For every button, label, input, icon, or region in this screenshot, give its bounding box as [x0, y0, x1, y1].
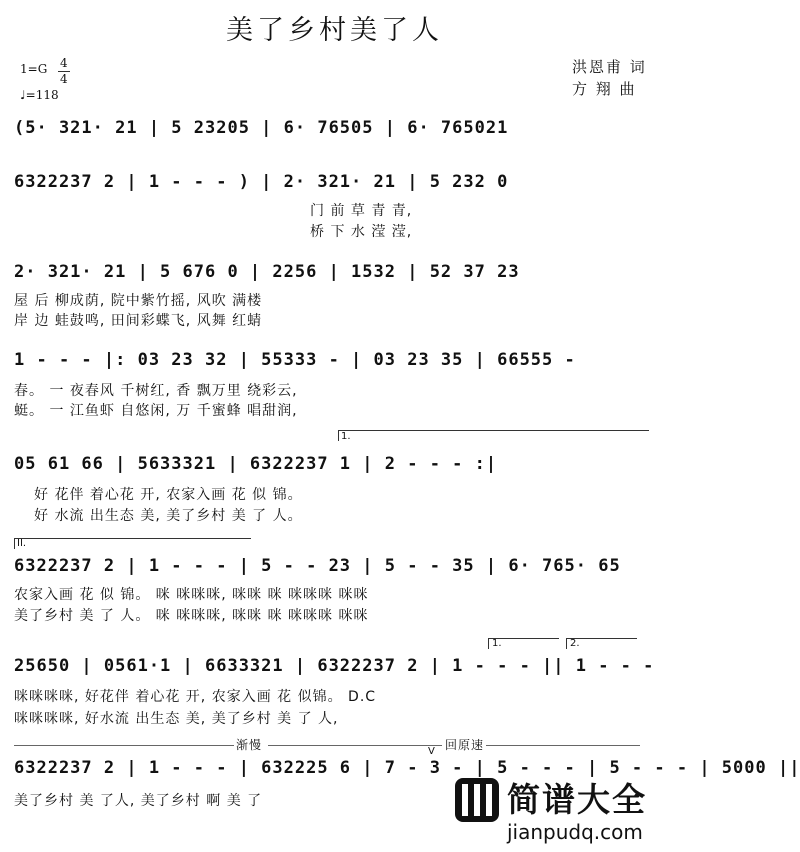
- volta-second-label: II.: [17, 538, 27, 549]
- volta-second-ending: [14, 538, 251, 549]
- score-row-8-lyric-1: 美了乡村 美 了人, 美了乡村 啊 美 了: [14, 793, 263, 809]
- score-row-3-lyric-1: 屋 后 柳成荫, 院中紫竹摇, 风吹 满楼: [14, 293, 263, 309]
- score-row-6-lyric-1: 农家入画 花 似 锦。 咪 咪咪咪, 咪咪 咪 咪咪咪 咪咪: [14, 587, 369, 603]
- fermata-mark: V: [428, 746, 435, 757]
- score-row-4-lyric-1: 春。 一 夜春风 千树红, 香 飘万里 绕彩云,: [14, 383, 298, 399]
- score-row-3-lyric-2: 岸 边 蛙鼓鸣, 田间彩蝶飞, 风舞 红蜻: [14, 313, 263, 329]
- score-row-2-lyric-1: 门 前 草 青 青,: [310, 203, 413, 219]
- composer-credit: 方 翔 曲: [572, 80, 637, 98]
- watermark-url: jianpudq.com: [507, 820, 643, 844]
- score-row-5-notes: 05 61 66 | 5633321 | 6322237 1 | 2 - - - :|: [14, 454, 498, 474]
- score-row-2-lyric-2: 桥 下 水 滢 滢,: [310, 224, 413, 240]
- volta-ending-2-label: 2.: [570, 638, 580, 649]
- song-title: 美了乡村美了人: [226, 15, 443, 46]
- score-row-7-lyric-1: 咪咪咪咪, 好花伴 着心花 开, 农家入画 花 似锦。 D.C: [14, 689, 377, 705]
- volta-first-label: 1.: [341, 431, 351, 442]
- a-tempo-mark: 回原速: [445, 738, 485, 752]
- score-row-8-notes: 6322237 2 | 1 - - - | 632225 6 | 7 - 3 - | 5 - - - | 5 - - - | 5000 ||: [14, 758, 800, 778]
- piano-icon: [455, 778, 499, 822]
- volta-ending-1-label: 1.: [492, 638, 502, 649]
- lyricist-credit: 洪恩甫 词: [572, 58, 647, 76]
- score-row-5-lyric-1: 好 花伴 着心花 开, 农家入画 花 似 锦。: [34, 487, 303, 503]
- tempo-mark: ♩=118: [20, 88, 59, 102]
- site-watermark: [455, 772, 669, 852]
- time-signature-bottom: 4: [60, 72, 68, 86]
- ritardando-mark: 渐慢: [236, 738, 263, 752]
- key-signature: 1=G: [20, 62, 48, 76]
- time-signature-top: 4: [60, 56, 68, 70]
- score-row-7-lyric-2: 咪咪咪咪, 好水流 出生态 美, 美了乡村 美 了 人,: [14, 711, 339, 727]
- score-row-6-lyric-2: 美了乡村 美 了 人。 咪 咪咪咪, 咪咪 咪 咪咪咪 咪咪: [14, 608, 369, 624]
- score-row-7-notes: 25650 | 0561·1 | 6633321 | 6322237 2 | 1 - - - || 1 - - -: [14, 656, 655, 676]
- volta-first-ending: [338, 430, 649, 441]
- score-row-4-lyric-2: 蜓。 一 江鱼虾 自悠闲, 万 千蜜蜂 唱甜润,: [14, 403, 298, 419]
- watermark-brand: 简谱大全: [507, 780, 647, 819]
- score-row-2-notes: 6322237 2 | 1 - - - ) | 2· 321· 21 | 5 232 0: [14, 172, 509, 192]
- score-row-5-lyric-2: 好 水流 出生态 美, 美了乡村 美 了 人。: [34, 508, 303, 524]
- score-row-4-notes: 1 - - - |: 03 23 32 | 55333 - | 03 23 35 | 66555 -: [14, 350, 576, 370]
- score-row-6-notes: 6322237 2 | 1 - - - | 5 - - 23 | 5 - - 35 | 6· 765· 65: [14, 556, 621, 576]
- score-row-3-notes: 2· 321· 21 | 5 676 0 | 2256 | 1532 | 52 37 23: [14, 262, 520, 282]
- score-row-1-notes: (5· 321· 21 | 5 23205 | 6· 76505 | 6· 765021: [14, 118, 509, 138]
